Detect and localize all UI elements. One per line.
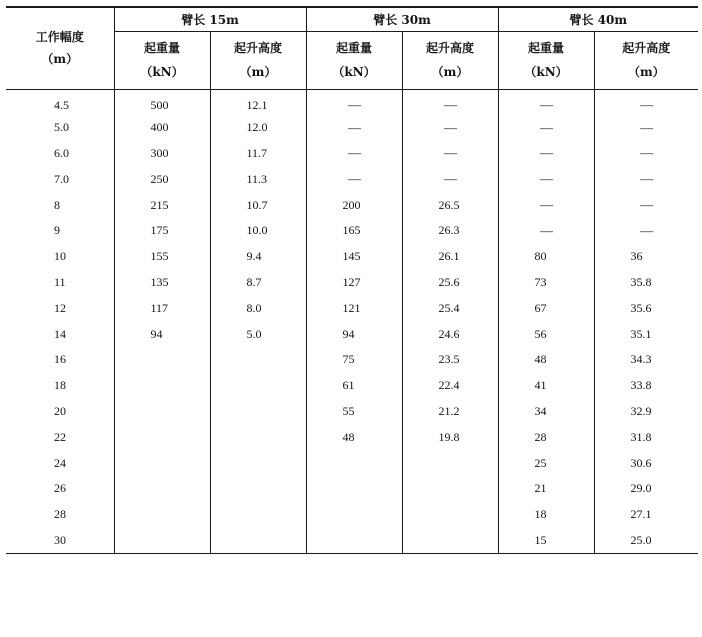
load-15m-cell: 500 bbox=[114, 89, 210, 115]
height-30m-cell: 25.6 bbox=[402, 270, 498, 296]
load-unit: （kN） bbox=[140, 65, 184, 79]
dash-mark: — bbox=[540, 222, 553, 238]
height-40m-cell: 35.6 bbox=[594, 295, 698, 321]
height-15m-cell bbox=[210, 373, 306, 399]
working-radius-cell: 4.5 bbox=[54, 97, 69, 112]
load-15m-cell bbox=[114, 502, 210, 528]
table-row bbox=[6, 295, 698, 321]
load-30m-cell: 145 bbox=[306, 244, 402, 270]
dash-mark: — bbox=[540, 145, 553, 161]
height-15m-cell: 11.3 bbox=[210, 166, 306, 192]
height-15m-cell bbox=[210, 399, 306, 425]
dash-mark: — bbox=[540, 171, 553, 187]
load-15m-cell: 250 bbox=[114, 166, 210, 192]
working-radius-cell: 7.0 bbox=[54, 171, 69, 186]
height-unit: （m） bbox=[627, 65, 665, 79]
working-radius-label: 工作幅度 bbox=[35, 30, 84, 45]
load-40m-cell: 28 bbox=[498, 424, 594, 450]
load-40m-cell: 25 bbox=[498, 450, 594, 476]
working-radius-unit: （m） bbox=[41, 52, 79, 67]
table-row bbox=[6, 244, 698, 270]
load-label: 起重量 bbox=[336, 41, 373, 55]
load-40m-cell: 56 bbox=[498, 321, 594, 347]
height-40m-cell: 29.0 bbox=[594, 476, 698, 502]
crane-performance-table bbox=[6, 6, 698, 554]
working-radius-cell: 10 bbox=[54, 249, 66, 264]
load-30m-cell bbox=[306, 115, 402, 141]
dash-mark: — bbox=[640, 119, 653, 135]
working-radius-cell: 8 bbox=[54, 197, 60, 212]
load-15m-cell: 400 bbox=[114, 115, 210, 141]
table-row bbox=[6, 399, 698, 425]
table-row bbox=[6, 528, 698, 554]
table-row bbox=[6, 424, 698, 450]
load-15m-cell: 135 bbox=[114, 270, 210, 296]
boom-30m-header: 臂长 30m bbox=[306, 7, 498, 31]
working-radius-header bbox=[6, 7, 114, 89]
working-radius-cell: 28 bbox=[54, 507, 66, 522]
height-40m-cell: 31.8 bbox=[594, 424, 698, 450]
load-40m-cell: 67 bbox=[498, 295, 594, 321]
height-15m-cell: 11.7 bbox=[210, 141, 306, 167]
height-40m-cell: 35.1 bbox=[594, 321, 698, 347]
load-30m-cell bbox=[306, 528, 402, 554]
load-30m-cell: 94 bbox=[306, 321, 402, 347]
table-row bbox=[6, 141, 698, 167]
height-30m-cell bbox=[402, 502, 498, 528]
height-header-15m bbox=[210, 31, 306, 89]
height-15m-cell bbox=[210, 450, 306, 476]
working-radius-cell: 24 bbox=[54, 455, 66, 470]
working-radius-cell: 9 bbox=[54, 223, 60, 238]
load-30m-cell bbox=[306, 89, 402, 115]
load-40m-cell: 48 bbox=[498, 347, 594, 373]
load-unit: （kN） bbox=[524, 65, 568, 79]
load-40m-cell: 41 bbox=[498, 373, 594, 399]
height-15m-cell bbox=[210, 424, 306, 450]
height-15m-cell: 10.7 bbox=[210, 192, 306, 218]
table-row bbox=[6, 373, 698, 399]
load-40m-cell: 21 bbox=[498, 476, 594, 502]
height-30m-cell bbox=[402, 141, 498, 167]
height-40m-cell: 34.3 bbox=[594, 347, 698, 373]
height-40m-cell: 27.1 bbox=[594, 502, 698, 528]
load-30m-cell: 48 bbox=[306, 424, 402, 450]
table-row bbox=[6, 476, 698, 502]
height-label: 起升高度 bbox=[234, 41, 283, 55]
load-30m-cell: 200 bbox=[306, 192, 402, 218]
dash-mark: — bbox=[444, 119, 457, 135]
height-30m-cell: 21.2 bbox=[402, 399, 498, 425]
load-30m-cell bbox=[306, 502, 402, 528]
load-label: 起重量 bbox=[528, 41, 565, 55]
height-15m-cell: 12.0 bbox=[210, 115, 306, 141]
height-unit: （m） bbox=[239, 65, 277, 79]
height-40m-cell: 35.8 bbox=[594, 270, 698, 296]
load-40m-cell bbox=[498, 192, 594, 218]
height-30m-cell: 25.4 bbox=[402, 295, 498, 321]
height-15m-cell: 9.4 bbox=[210, 244, 306, 270]
dash-mark: — bbox=[540, 119, 553, 135]
working-radius-cell: 22 bbox=[54, 429, 66, 444]
load-15m-cell: 94 bbox=[114, 321, 210, 347]
working-radius-cell: 12 bbox=[54, 300, 66, 315]
load-30m-cell bbox=[306, 166, 402, 192]
dash-mark: — bbox=[348, 145, 361, 161]
load-unit: （kN） bbox=[332, 65, 376, 79]
load-30m-cell bbox=[306, 141, 402, 167]
load-15m-cell bbox=[114, 476, 210, 502]
load-15m-cell: 300 bbox=[114, 141, 210, 167]
load-30m-cell: 55 bbox=[306, 399, 402, 425]
load-30m-cell bbox=[306, 450, 402, 476]
height-40m-cell bbox=[594, 218, 698, 244]
load-30m-cell: 121 bbox=[306, 295, 402, 321]
table-row bbox=[6, 347, 698, 373]
dash-mark: — bbox=[444, 97, 457, 113]
height-15m-cell bbox=[210, 528, 306, 554]
dash-mark: — bbox=[444, 171, 457, 187]
load-header-30m bbox=[306, 31, 402, 89]
dash-mark: — bbox=[640, 145, 653, 161]
load-15m-cell: 155 bbox=[114, 244, 210, 270]
height-30m-cell: 26.3 bbox=[402, 218, 498, 244]
dash-mark: — bbox=[540, 97, 553, 113]
load-40m-cell: 80 bbox=[498, 244, 594, 270]
table-row bbox=[6, 192, 698, 218]
height-40m-cell: 25.0 bbox=[594, 528, 698, 554]
working-radius-cell: 18 bbox=[54, 378, 66, 393]
height-15m-cell: 12.1 bbox=[210, 89, 306, 115]
boom-15m-header: 臂长 15m bbox=[114, 7, 306, 31]
load-15m-cell: 117 bbox=[114, 295, 210, 321]
height-30m-cell bbox=[402, 115, 498, 141]
working-radius-cell: 26 bbox=[54, 481, 66, 496]
dash-mark: — bbox=[348, 97, 361, 113]
load-40m-cell bbox=[498, 115, 594, 141]
dash-mark: — bbox=[640, 171, 653, 187]
table-row bbox=[6, 218, 698, 244]
load-30m-cell: 165 bbox=[306, 218, 402, 244]
load-15m-cell bbox=[114, 399, 210, 425]
height-label: 起升高度 bbox=[622, 41, 671, 55]
height-30m-cell: 23.5 bbox=[402, 347, 498, 373]
load-40m-cell bbox=[498, 166, 594, 192]
height-30m-cell: 26.1 bbox=[402, 244, 498, 270]
table-row bbox=[6, 321, 698, 347]
working-radius-cell: 6.0 bbox=[54, 145, 69, 160]
height-header-30m bbox=[402, 31, 498, 89]
crane-performance-table-wrapper bbox=[6, 6, 698, 630]
table-body bbox=[6, 89, 698, 553]
dash-mark: — bbox=[640, 97, 653, 113]
load-15m-cell bbox=[114, 373, 210, 399]
load-header-40m bbox=[498, 31, 594, 89]
load-40m-cell: 15 bbox=[498, 528, 594, 554]
height-30m-cell: 22.4 bbox=[402, 373, 498, 399]
dash-mark: — bbox=[348, 171, 361, 187]
load-40m-cell bbox=[498, 218, 594, 244]
working-radius-cell: 5.0 bbox=[54, 120, 69, 135]
table-row bbox=[6, 115, 698, 141]
load-15m-cell: 175 bbox=[114, 218, 210, 244]
load-header-15m bbox=[114, 31, 210, 89]
dash-mark: — bbox=[640, 197, 653, 213]
table-row bbox=[6, 166, 698, 192]
height-15m-cell: 5.0 bbox=[210, 321, 306, 347]
load-40m-cell: 34 bbox=[498, 399, 594, 425]
load-15m-cell bbox=[114, 424, 210, 450]
load-15m-cell bbox=[114, 450, 210, 476]
table-header bbox=[6, 7, 698, 89]
height-15m-cell: 10.0 bbox=[210, 218, 306, 244]
table-row bbox=[6, 270, 698, 296]
height-40m-cell bbox=[594, 166, 698, 192]
dash-mark: — bbox=[348, 119, 361, 135]
load-40m-cell: 73 bbox=[498, 270, 594, 296]
height-15m-cell: 8.0 bbox=[210, 295, 306, 321]
height-40m-cell bbox=[594, 141, 698, 167]
working-radius-cell: 14 bbox=[54, 326, 66, 341]
load-30m-cell: 127 bbox=[306, 270, 402, 296]
height-30m-cell: 19.8 bbox=[402, 424, 498, 450]
height-40m-cell bbox=[594, 115, 698, 141]
load-15m-cell bbox=[114, 347, 210, 373]
load-30m-cell bbox=[306, 476, 402, 502]
height-header-40m bbox=[594, 31, 698, 89]
table-row bbox=[6, 89, 698, 115]
height-40m-cell bbox=[594, 192, 698, 218]
height-30m-cell bbox=[402, 450, 498, 476]
load-15m-cell: 215 bbox=[114, 192, 210, 218]
working-radius-cell: 16 bbox=[54, 352, 66, 367]
height-15m-cell bbox=[210, 502, 306, 528]
height-15m-cell bbox=[210, 476, 306, 502]
load-40m-cell bbox=[498, 89, 594, 115]
height-30m-cell bbox=[402, 89, 498, 115]
load-40m-cell: 18 bbox=[498, 502, 594, 528]
height-30m-cell: 24.6 bbox=[402, 321, 498, 347]
working-radius-cell: 30 bbox=[6, 528, 114, 554]
height-30m-cell bbox=[402, 166, 498, 192]
table-row bbox=[6, 502, 698, 528]
height-15m-cell bbox=[210, 347, 306, 373]
height-40m-cell: 33.8 bbox=[594, 373, 698, 399]
load-40m-cell bbox=[498, 141, 594, 167]
dash-mark: — bbox=[540, 197, 553, 213]
load-15m-cell bbox=[114, 528, 210, 554]
dash-mark: — bbox=[640, 222, 653, 238]
working-radius-cell: 20 bbox=[54, 403, 66, 418]
height-40m-cell bbox=[594, 89, 698, 115]
load-label: 起重量 bbox=[143, 41, 180, 55]
height-40m-cell: 32.9 bbox=[594, 399, 698, 425]
height-30m-cell: 26.5 bbox=[402, 192, 498, 218]
table-row bbox=[6, 450, 698, 476]
height-30m-cell bbox=[402, 528, 498, 554]
height-40m-cell: 30.6 bbox=[594, 450, 698, 476]
height-30m-cell bbox=[402, 476, 498, 502]
dash-mark: — bbox=[444, 145, 457, 161]
load-30m-cell: 61 bbox=[306, 373, 402, 399]
working-radius-cell: 11 bbox=[54, 274, 66, 289]
height-unit: （m） bbox=[431, 65, 469, 79]
load-30m-cell: 75 bbox=[306, 347, 402, 373]
boom-40m-header: 臂长 40m bbox=[498, 7, 698, 31]
height-label: 起升高度 bbox=[426, 41, 475, 55]
height-40m-cell: 36 bbox=[594, 244, 698, 270]
height-15m-cell: 8.7 bbox=[210, 270, 306, 296]
